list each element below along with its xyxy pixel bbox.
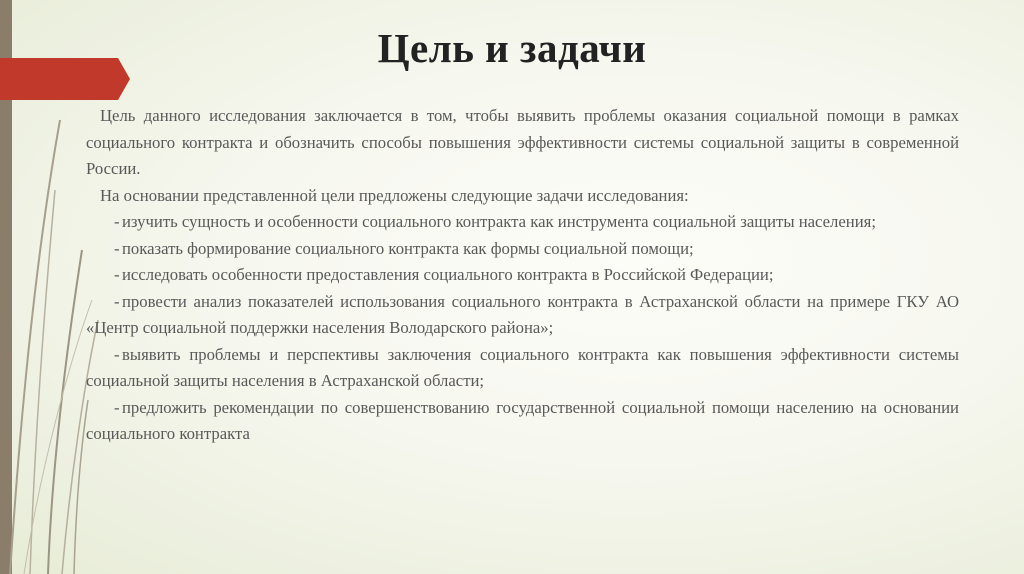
task-text: исследовать особенности предоставления социального контракта в Российской Федерации; <box>122 265 774 284</box>
task-dash: - <box>114 344 120 364</box>
task-dash: - <box>114 291 120 311</box>
task-text: предложить рекомендации по совершенствованию государственной социальной помощи населению на основании социального контракта <box>86 397 959 443</box>
intro-paragraph: Цель данного исследования заключается в том, чтобы выявить проблемы оказания социальной помощи в рамках социального контракта и обозначить способы повышения эффективности системы социальной защиты в современной России. <box>86 106 959 178</box>
task-text: изучить сущность и особенности социального контракта как инструмента социальной защиты населения; <box>122 212 876 231</box>
task-text: провести анализ показателей использования социального контракта в Астраханской области на примере ГКУ АО «Центр социальной поддержки населения Володарского района»; <box>86 291 959 337</box>
task-text: показать формирование социального контракта как формы социальной помощи; <box>122 238 694 258</box>
task-dash: - <box>114 397 120 417</box>
task-text: выявить проблемы и перспективы заключения социального контракта как повышения эффективности системы социальной защиты населения в Астраханской области; <box>86 344 959 390</box>
slide-title: Цель и задачи <box>377 25 647 71</box>
task-item <box>86 395 959 448</box>
task-dash: - <box>114 238 120 258</box>
slide-body <box>86 103 959 448</box>
task-dash: - <box>114 212 120 231</box>
task-item <box>86 262 959 289</box>
task-dash: - <box>114 265 120 284</box>
task-item <box>86 289 959 342</box>
task-item <box>86 236 959 263</box>
task-item <box>86 209 959 236</box>
task-item <box>86 342 959 395</box>
tasks-lead: На основании представленной цели предложены следующие задачи исследования: <box>100 185 689 205</box>
